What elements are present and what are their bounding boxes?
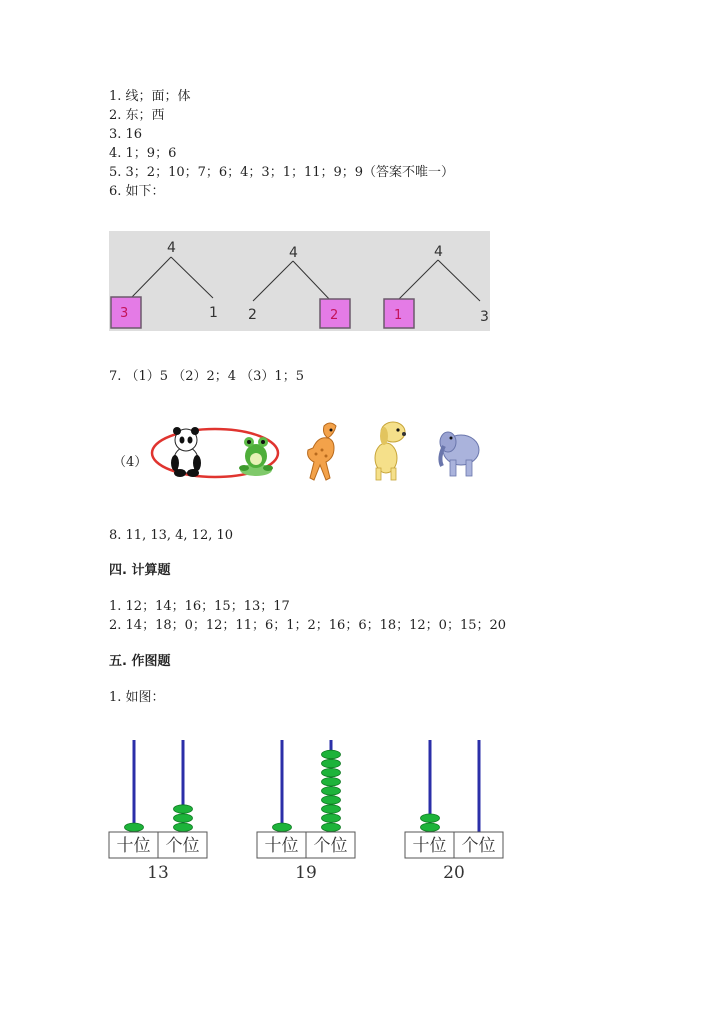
ones-label: 个位 (165, 836, 200, 856)
ones-bead (174, 805, 193, 814)
tree-2-right: 2 (330, 308, 339, 323)
abacus-value: 13 (147, 863, 169, 883)
number-tree-panel (109, 231, 490, 331)
answer-7: 7. （1）5 （2）2；4 （3）1；5 (109, 369, 304, 384)
abacus-13 (109, 740, 207, 883)
tree-2-left: 2 (248, 307, 257, 323)
answer-5: 5. 3；2；10；7；6；4；3；1；11；9；9（答案不唯一） (109, 165, 455, 180)
answer-4: 4. 1；9；6 (109, 146, 177, 161)
answer-3: 3. 16 (109, 127, 143, 142)
ones-bead (322, 750, 341, 759)
abacus-19 (257, 740, 355, 883)
answer-6: 6. 如下： (109, 184, 165, 199)
ones-bead (322, 768, 341, 777)
tree-1-top: 4 (167, 240, 176, 256)
dog-icon (375, 422, 406, 480)
tens-bead (421, 823, 440, 832)
tree-3-left: 1 (394, 308, 403, 323)
number-tree-1 (111, 240, 218, 328)
answer-1: 1. 线；面；体 (109, 89, 191, 104)
number-tree-3 (384, 244, 489, 328)
elephant-icon (440, 432, 479, 476)
section-4-title: 四. 计算题 (109, 563, 171, 578)
ones-label: 个位 (461, 836, 496, 856)
tree-3-top: 4 (434, 244, 443, 260)
animals-illustration (148, 418, 488, 488)
tree-2-top: 4 (289, 245, 298, 261)
ones-bead (322, 778, 341, 787)
tens-label: 十位 (412, 836, 447, 856)
ones-bead (322, 823, 341, 832)
tens-label: 十位 (116, 836, 151, 856)
ones-bead (322, 787, 341, 796)
number-tree-2 (248, 245, 350, 328)
section-4-answer-1: 1. 12；14；16；15；13；17 (109, 599, 290, 614)
ones-bead (322, 814, 341, 823)
section-4-answer-2: 2. 14；18；0；12；11；6；1；2；16；6；18；12；0；15；20 (109, 618, 507, 633)
abacus-20 (405, 740, 503, 883)
tens-bead (125, 823, 144, 832)
q7-sub4-label: （4） (113, 455, 148, 470)
tens-label: 十位 (264, 836, 299, 856)
ones-bead (322, 796, 341, 805)
abacus-value: 19 (295, 863, 317, 883)
ones-bead (174, 814, 193, 823)
tree-1-right: 1 (209, 305, 218, 321)
section-5-answer-1: 1. 如图： (109, 690, 165, 705)
deer-icon (308, 423, 336, 480)
section-5-title: 五. 作图题 (109, 654, 171, 669)
abacus-drawings (0, 730, 720, 890)
tree-1-left: 3 (120, 306, 129, 321)
abacus-value: 20 (443, 863, 465, 883)
tree-3-right: 3 (480, 309, 489, 325)
answer-2: 2. 东；西 (109, 108, 165, 123)
panda-icon (171, 427, 201, 477)
tens-bead (273, 823, 292, 832)
ones-bead (174, 823, 193, 832)
ones-label: 个位 (313, 836, 348, 856)
ones-bead (322, 759, 341, 768)
answer-8: 8. 11, 13, 4, 12, 10 (109, 528, 234, 543)
ones-bead (322, 805, 341, 814)
frog-icon (239, 437, 273, 476)
tens-bead (421, 814, 440, 823)
